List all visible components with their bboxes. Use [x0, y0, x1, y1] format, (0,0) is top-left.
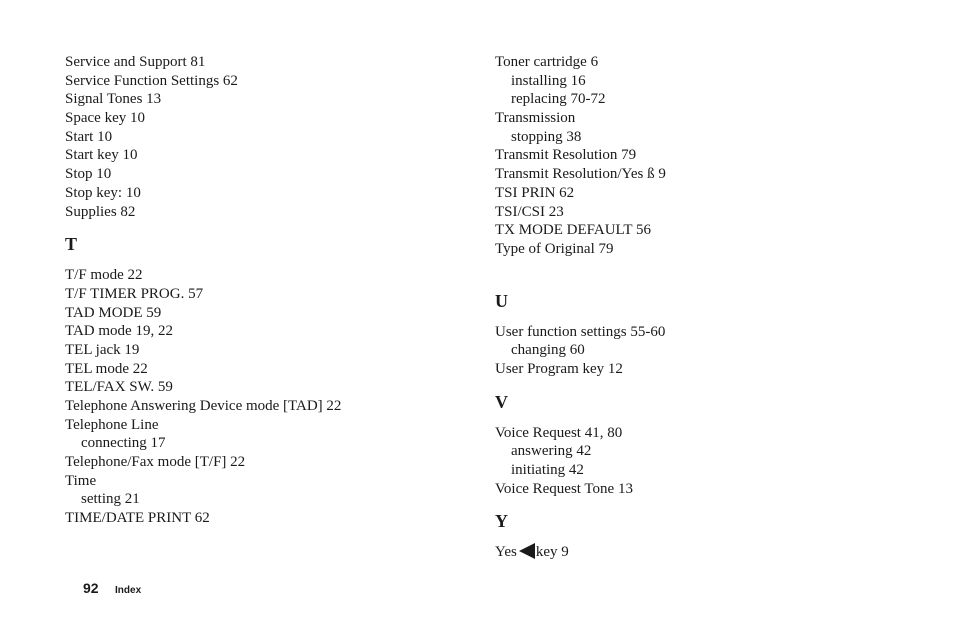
- index-entry: Service Function Settings 62: [65, 72, 238, 89]
- index-subentry: installing 16: [511, 72, 586, 89]
- index-entry: TEL mode 22: [65, 360, 148, 377]
- spacer: [495, 259, 915, 291]
- index-entry: Type of Original 79: [495, 240, 614, 257]
- index-entry: TAD mode 19, 22: [65, 323, 173, 340]
- index-entry: Start key 10: [65, 147, 138, 164]
- index-letter-heading: V: [495, 391, 508, 412]
- section-name: Index: [115, 585, 142, 596]
- index-entry: User Program key 12: [495, 360, 623, 377]
- index-entry: Service and Support 81: [65, 54, 206, 70]
- index-subentry: setting 21: [81, 491, 140, 508]
- index-entry: TSI/CSI 23: [495, 203, 564, 220]
- index-entry: Telephone/Fax mode [T/F] 22: [65, 454, 246, 471]
- index-subentry: changing 60: [511, 342, 585, 359]
- index-entry: Telephone Line: [65, 416, 159, 433]
- index-entry: Start 10: [65, 128, 113, 145]
- index-entry-prefix: Yes: [495, 544, 517, 561]
- index-entry: Supplies 82: [65, 203, 136, 220]
- index-subentry: stopping 38: [511, 128, 582, 145]
- index-column-left: [65, 53, 485, 528]
- index-letter-heading: T: [65, 234, 78, 255]
- spacer: [495, 311, 915, 323]
- index-entry: TSI PRIN 62: [495, 184, 575, 201]
- index-letter-heading: U: [495, 290, 508, 311]
- index-entry: TX MODE DEFAULT 56: [495, 222, 651, 239]
- index-entry: TEL/FAX SW. 59: [65, 379, 173, 396]
- spacer: [495, 498, 915, 511]
- spacer: [495, 531, 915, 543]
- index-entry: TIME/DATE PRINT 62: [65, 510, 210, 527]
- index-entry: Telephone Answering Device mode [TAD] 22: [65, 398, 342, 414]
- index-entry: Toner cartridge 6: [495, 54, 599, 70]
- index-entry-yes-key: [495, 543, 915, 562]
- index-entry: Signal Tones 13: [65, 91, 162, 108]
- index-entry-suffix: key 9: [535, 544, 569, 561]
- index-entry: Stop key: 10: [65, 184, 141, 201]
- index-entry: Transmit Resolution/Yes ß 9: [495, 166, 666, 183]
- index-entry: Transmit Resolution 79: [495, 147, 637, 164]
- index-entry: Stop 10: [65, 166, 112, 183]
- spacer: [65, 221, 485, 234]
- index-entry: Voice Request Tone 13: [495, 480, 633, 497]
- index-entry: Transmission: [495, 110, 576, 127]
- index-subentry: answering 42: [511, 443, 592, 460]
- spacer: [495, 412, 915, 424]
- index-entry: T/F mode 22: [65, 267, 143, 284]
- spacer: [65, 254, 485, 266]
- index-letter-heading: Y: [495, 511, 508, 532]
- spacer: [495, 379, 915, 392]
- index-entry: T/F TIMER PROG. 57: [65, 285, 204, 302]
- index-subentry: connecting 17: [81, 435, 166, 452]
- index-column-right: [495, 53, 915, 562]
- index-subentry: initiating 42: [511, 462, 584, 478]
- left-triangle-icon: [519, 543, 535, 559]
- index-entry: Voice Request 41, 80: [495, 424, 623, 441]
- index-entry: TAD MODE 59: [65, 304, 162, 321]
- page-footer: [83, 580, 141, 598]
- index-subentry: replacing 70-72: [511, 91, 606, 108]
- page-number: 92: [83, 580, 99, 596]
- index-entry: Space key 10: [65, 110, 145, 127]
- index-entry: Time: [65, 472, 97, 489]
- index-entry: User function settings 55-60: [495, 323, 666, 340]
- index-entry: TEL jack 19: [65, 341, 140, 358]
